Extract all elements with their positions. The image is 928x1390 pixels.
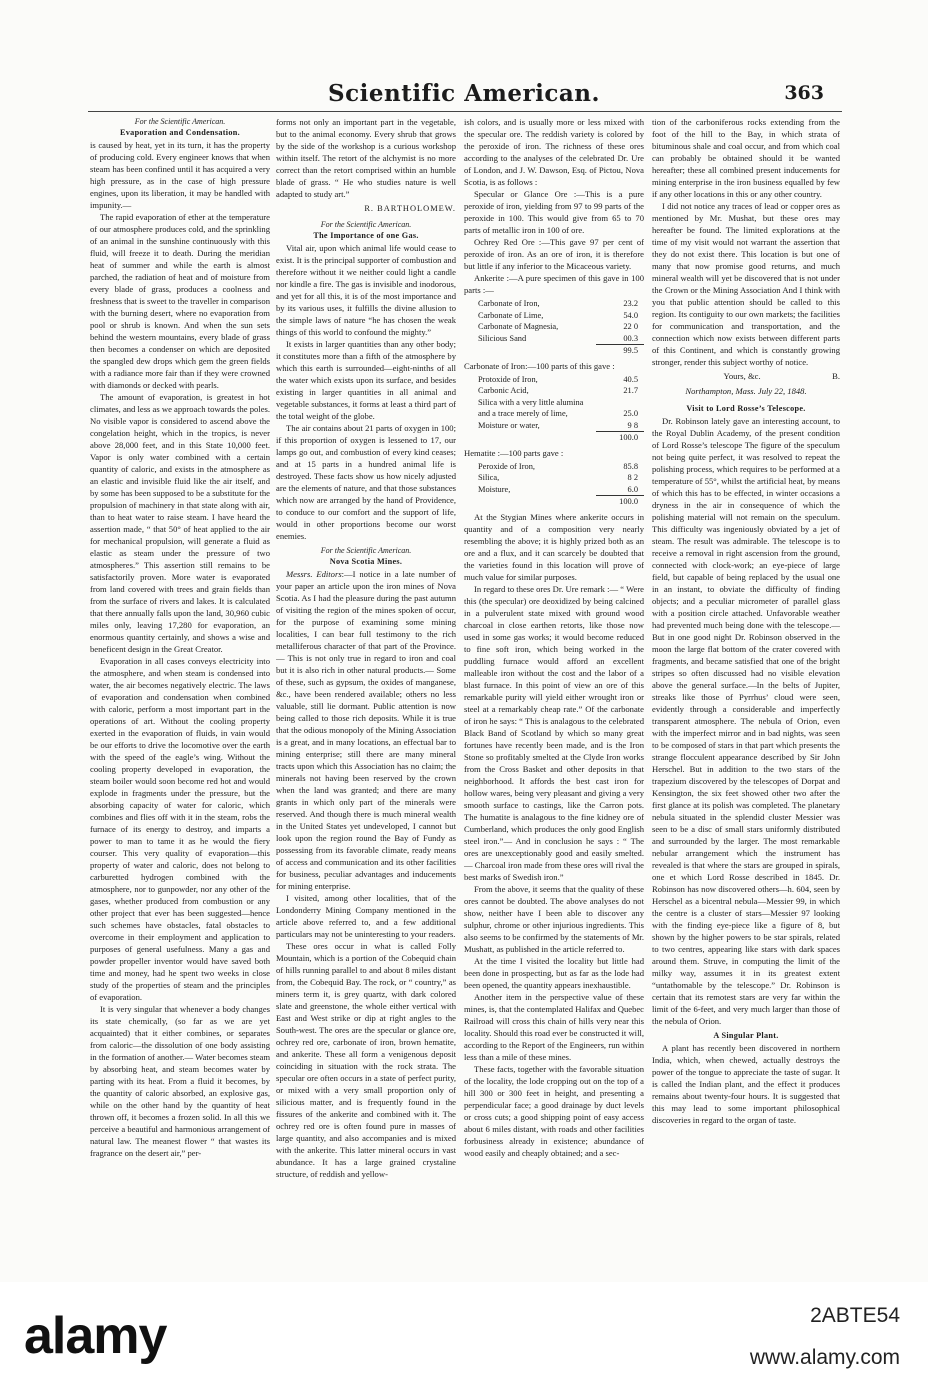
paragraph: I visited, among other localities, that of the Londonderry Mining Company mentioned in the article above referred to, and a few additional particulars may not be uninteresting to your readers.: [276, 893, 456, 939]
author-signature: R. BARTHOLOMEW.: [364, 204, 456, 213]
paragraph: These ores occur in what is called Folly Mountain, which is a portion of the Cobequid chain of hills running parallel to and about 8 miles distant from, the Cobequid Bay. The rock, or “ country,” as miners term it, is grey quartz, with dark colored slate and greenstone, the whole either vertical with East and West strike or dip at right angles to the South-west. The ores are the specular or glance ore, ochrey red ore, carbonate of iron, brown hematite, and ankerite. These all form a venigenous deposit coinciding in situation with the rock strata. The specular ore often occurs in a state of perfect purity, or mixed with a very small proportion only of silicious matter, and is frequently found in the fissures of the ankerite and combined with it. The ochrey red ore is often found pure in masses of large quantity, and also accompanies and is mixed with the ankerite. This latter mineral occurs in vast abundance. It has a large grained crystaline structure, of reddish and yellow-: [276, 941, 456, 1179]
paragraph: The rapid evaporation of ether at the temperature of our atmosphere produces cold, and the sprinkling of an animal in the sunshine continuously with this fluid, will freeze it to death. During the meridian heat of summer and while the earth is almost parched, the radiation of heat and of moisture from every blade of grass, produces a coolness and freshness that is sweet to the traveller in comparison with the burning desert, where no evaporation from pool or shrub is known. And when the sun sets behind the western mountains, every blade of grass then becomes a condenser on which are deposited the spangled dew drops which gem the green fields with a radiance more fair than if they were crowned with diamonds or decked with pearls.: [90, 212, 270, 390]
page-number: 363: [784, 82, 824, 104]
table-row: Carbonate of Iron, 23.2: [478, 299, 638, 308]
table-row: Peroxide of Iron, 85.8: [478, 461, 638, 471]
article-credit: For the Scientific American.: [134, 117, 226, 126]
paragraph: Specular or Glance Ore :—This is a pure peroxide of iron, yielding from 97 to 99 parts of the peroxide in 100. This would give from 65 to 70 parts of metallic iron in 100 of ore.: [464, 189, 644, 235]
article-credit: For the Scientific American.: [320, 220, 412, 229]
paragraph: Vital air, upon which animal life would cease to exist. It is the principal supporter of combustion and therefore without it we neither could light a candle nor kindle a fire. The gas is invisible and inodorous, and yet for all this, it is of the most importance and by its various uses, it fulfills the divine allusion to the simple laws of nature “he has chosen the weak things of this world to confound the mighty.”: [276, 243, 456, 337]
table-row: Carbonate of Lime, 54.0: [478, 310, 638, 320]
carbonate-table: [464, 374, 644, 444]
paragraph: Hematite :—100 parts gave :: [464, 447, 564, 458]
column-3: [464, 116, 644, 1266]
column-4: [652, 116, 840, 1266]
table-row: Silica, 8 2: [478, 473, 638, 482]
hematite-table: [464, 461, 644, 508]
table-row: Moisture or water, 9 8: [478, 420, 638, 430]
paragraph: It is very singular that whenever a body changes its state chemically, (so far as we are yet acquainted) that it either combines, or separates from caloric—the dissolution of one body assisting in the formation of another.— Water becomes steam by absorbing heat, and steam becomes water by parting with its heat. From a fluid it becomes, by the quantity of caloric absorbed, an explosive gas, while on the other hand by the quantity of heat thrown off, it becomes a frozen solid. In all this we perceive a beautiful and harmonious arrangement of natural law. The meanest flower “ that wastes its fragrance on the desert air,” per-: [90, 1004, 270, 1158]
table-row: Carbonic Acid, 21.7: [478, 386, 638, 395]
signoff-initial: B.: [832, 371, 840, 381]
paragraph: These facts, together with the favorable situation of the locality, the lode cropping out on the top of a hill 300 or 300 feet in height, and presenting a perpendicular face; a good drainage by duct levels or cross cuts; a good shipping point of easy access about 6 miles distant, with roads and other facilities forbusiness already in existence; abundance of wood easily and cheaply obtained; and a sec-: [464, 1063, 644, 1158]
paragraph-text: :—I notice in a late number of your paper an article upon the iron mines of Nova Scotia. As I had the pleasure during the past autumn of visiting the region of the mines spoken of occur, for the purpose of examining some mining localities, I can bear full testimony to the rich metalliferous character of that part of the Province.— This is not only true in regard to iron and coal but it is also rich in other natural products.— Some of these, such as gypsum, the oxides of manganese, &c., have been rendered available; others no less valuable, still lie dormant. Public attention is now being called to those rich deposits. While it is true that the odious monopoly of the Mining Association is a great, and in many locations, an effectual bar to mining enterprise; still there are many mineral tracts upon which this Association has no claim; the minerals not having been reserved by the crown when the land was granted; and there are many grants in which only part of the minerals were reserved. And though there is much mineral wealth in the United States yet undeveloped, I cannot but look upon the region round the Bay of Fundy as possessing from its favorable climate, ready means of access and communication and its other facilities for business, peculiar advantages and inducements for mining enterprise.: [276, 569, 456, 891]
paragraph: Carbonate of Iron:—100 parts of this gave :: [464, 360, 615, 371]
paragraph: From the above, it seems that the quality of these ores cannot be doubted. The above analyses do not show, neither have I been able to discover any sulphur, chrome or other injurious ingredients. This also seems to be confirmed by the statements of Mr. Mushatt, as published in the article referred to.: [464, 883, 644, 954]
table-row: Silica with a very little alumina: [478, 397, 584, 407]
article-credit: For the Scientific American.: [320, 546, 412, 555]
table-row: Protoxide of Iron, 40.5: [478, 374, 638, 384]
article-heading-evaporation: Evaporation and Condensation.: [120, 128, 240, 137]
column-1: [90, 116, 270, 1266]
article-heading-nova-scotia: Nova Scotia Mines.: [329, 557, 403, 566]
column-2: [276, 116, 456, 1266]
watermark-image-id: 2ABTE54: [810, 1304, 900, 1327]
signoff-yours: Yours, &c.: [723, 371, 761, 381]
paragraph: tion of the carboniferous rocks extending from the foot of the hill to the Bay, in which strata of bituminous shale and coal occur, and from which coal can probably be obtained should it be wanted hereafter; these all combined present inducements for mining enterprise in the iron business equalled by few if any other locations in this or any other country.: [652, 117, 840, 199]
paragraph: ish colors, and is usually more or less mixed with the specular ore. The reddish variety is colored by the peroxide of iron. The richness of these ores according to the analyses of the celebrated Dr. Ure of London, and J. W. Dawson, Esq. of Pictou, Nova Scotia, is as follows :: [464, 117, 644, 187]
watermark-url: www.alamy.com: [749, 1346, 900, 1369]
paragraph: The amount of evaporation, is greatest in hot climates, and less as we approach towards the poles. No visible vapor is considered to ascend above the congelation height, which in the tropics, is never above 28,000 feet, and in this State 10,000 feet. Vapor is only water combined with a certain quantity of caloric, and exists in the atmosphere as an elastic and invisible fluid like the air itself, and by some has been supposed to be a substitute for the propulsion of machinery in that state along with air, than to heat water to raise steam. I have heard the assertion made, “ that 50° of heat applied to the air for mechanical propulsion, will generate a fluid as elastic as steam under the pressure of two atmospheres.” This assertion still remains to be satisfactorily proven. More water is evaporated from land covered with trees and grain fields than from the surface of rivers and lakes. It is calculated that there annually falls upon the land, 30,960 cubic miles only, leaving 17,280 for evaporation, an enormous quantity certainly, and shows a wise and beneficent design in the Great Creator.: [90, 392, 270, 654]
paragraph: forms not only an important part in the vegetable, but to the animal economy. Every shrub that grows by the side of the workshop is a curious workshop within itself. The retort of the alchymist is no more correct than the retort comprised within an humble blade of grass. “ He who studies nature is well adapted to study art.”: [276, 117, 456, 199]
paragraph: Another item in the perspective value of these mines, is, that the contemplated Halifax and Quebec Railroad will cross this chain of hills very near this locality. Should this road ever be constructed it will, according to the Report of the Engineers, run within less than a mile of these mines.: [464, 991, 644, 1062]
dateline: Northampton, Mass. July 22, 1848.: [685, 386, 807, 396]
paragraph: It exists in larger quantities than any other body; it constitutes more than a fifth of the atmosphere by which this earth is surrounded—eight-ninths of all the water which exists upon its surface, and besides existing in larger quantities in all animal and vegetable substances, it forms at least a third part of the total weight of the globe.: [276, 339, 456, 421]
paragraph: [276, 568, 456, 892]
paragraph: is caused by heat, yet in its turn, it has the property of producing cold. Every engineer knows that when steam has been confined until it has acquired a very high pressure, as in the case of high pressure engines, upon its liberation, it may be handled with impunity.—: [90, 140, 270, 210]
paragraph: In regard to these ores Dr. Ure remark :— “ Were this (the specular) ore deoxidized by being calcined in a pulverulent state mixed with ground wood charcoal in close earthen retorts, like those now used in some gas works; it would become reduced to fine soft iron, which being worked in the puddling furnace would afford an excellent malleable iron without the cost and the labor of a blast furnace. In this point of view an ore of this remarkable purity will yield either wrought iron or steel at a remarkably cheap rate.” Of the carbonate of iron he says: “ This is analagous to the celebrated Black Band of Scotland by which so many great fortunes have recently been made, and is the Iron Stone so profitably smelted at the Clyde Iron works from the Cross Basket and other deposits in that neighborhood. It affords the best cast iron for hollow wares, being very pleasant and giving a very smooth surface to castings, like the Carron pots. The humatite is analagous to the fine kidney ore of Cumberland, which produces the only good English steel iron.”— And in conclusion he says : “ The ores are unexceptionably good and easily smelted.— Charcoal iron made from these ores will rival the best marks of Swedish iron.”: [464, 583, 644, 882]
paragraph: A plant has recently been discovered in northern India, which, when chewed, actually destroys the power of the tongue to appreciate the taste of sugar. It is called the Indian plant, and the effect it produces remains about twenty-four hours. It is suggested that this may lead to some important philosophical discoveries in regard to the organ of taste.: [652, 1043, 840, 1125]
paragraph: Ochrey Red Ore :—This gave 97 per cent of peroxide of iron. As an ore of iron, it is therefore but little if any inferior to the Micaceous variety.: [464, 237, 644, 271]
letter-signoff: [652, 370, 840, 382]
table-row: Moisture, 6.0: [478, 484, 638, 494]
table-total-row: 100.0: [464, 496, 644, 508]
watermark-logo: alamy: [24, 1307, 167, 1365]
table-total-row: 99.5: [464, 345, 644, 357]
table-row: Carbonate of Magnesia, 22 0: [478, 322, 638, 331]
paragraph: Dr. Robinson lately gave an interesting account, to the Royal Dublin Academy, of the present condition of Lord Rosse’s telescope The figure of the speculum not being quite perfect, it was resolved to repeat the polishing process, which requires to be performed at a temperature of 55°, whilst the artificial heat, by means of which this has to be effected, in winter occasions a dryness in the air in consequence of which the polishing material will not remain on the speculum. This difficulty was ingeniously obviated by a jet of steam. The result was admirable. The telescope is to receive a removal in right ascension from the ground, connected with clock-work; an eye-piece of large field, but capable of being replaced by the usual one in an instant, to obviate the difficulty of finding objects; and a peculiar micrometer of parallel glass with a position circle attached. Unfavorable weather had prevented much being done with the telescope.—But in one good night Dr. Robinson observed in the moon the large flat bottom of the crater covered with fragments, and became satisfied that one of the bright stripes so often discussed had no visible elevation above the general surface.—In the belts of Jupiter, streaks like those of Pyrrhus’ cloud were seen, evidently through a considerable and imperfectly transparent atmosphere. The nebula of Orion, even with the imperfect mirror and in bad nights, was seen to be composed of stars in that part which presents the strange flocculent appearance described by Sir John Herschel. But in addition to the two stars of the trapezium discovered by the telescopes of Dorpat and Kensington, the six feet showed other two after the first glance at its polish was completed. The planetary nebula situated in the splendid cluster Messier was seen to be a disc of small stars uniformly distributed and surrounded by the larger. The most remarkable nebular arrangement which the instrument has revealed is that where the stars are grouped in spirals, one et which Lord Rosse described in 1845. Dr. Robinson has now discovered others—h. 604, seen by Herschel as a bicentral nebula—Messier 99, in which the centre is a cluster of stars—Messier 97 looking with the finding eye-piece like a figure of 8, but shown by the higher powers to be star spirals, related to two centres, appearing like stars with dark spaces around them. Struve, in computing the limit of the milky way, assumes it in its greatest extent “untathomable by the telescope.” Dr. Robinson is certain that its remotest stars are very far within the limit of the 6-feet, and very much larger than those of the nebula of Orion.: [652, 416, 840, 1026]
paragraph: At the Stygian Mines where ankerite occurs in quantity and of a composition very nearly resembling the above; it is highly prized both as an ore and a flux, and it can scarcely be doubted that the varieties found in this location will prove of much value for similar purposes.: [464, 511, 644, 582]
paragraph: I did not notice any traces of lead or copper ores as mentioned by Mr. Mushat, but these ores may hereafter be found. The limited explorations at the time of my visit would not warrant the assertion that they do not exist there. This location is but one of many that now promise good returns, and much mineral wealth will yet be discovered that is not under the Crown or the Mining Association And I think with you that public attention should be called to this region. Its contiguity to our own markets; the facilities for communication and transportation, and the connection which now exists between different parts of this Continent, and which is constantly growing stronger, render this subject worthy of notice.: [652, 201, 840, 367]
article-heading-plant: A Singular Plant.: [713, 1031, 779, 1040]
paragraph: The air contains about 21 parts of oxygen in 100; if this proportion of oxygen is lessened to 17, our lamps go out, and combustion of every kind ceases; and at 15 parts in a hundred animal life is destroyed. These facts show us how nicely adjusted are the elements of nature, and that those substances which now are arranged by the hand of Providence, to conduce to our comfort and the support of life, would in other proportions become our worst enemies.: [276, 423, 456, 541]
header-rule: [88, 111, 842, 112]
ankerite-table: [464, 298, 644, 357]
salutation: Messrs. Editors: [286, 569, 342, 579]
article-heading-telescope: Visit to Lord Rosse’s Telescope.: [686, 404, 806, 413]
table-row: and a trace merely of lime, 25.0: [478, 409, 638, 418]
article-heading-gas: The Importance of one Gas.: [313, 231, 419, 240]
paragraph: Ankerite :—A pure specimen of this gave in 100 parts :—: [464, 273, 644, 295]
page-title: Scientific American.: [327, 80, 601, 107]
table-row: Silicious Sand 00.3: [478, 333, 638, 343]
paragraph: Evaporation in all cases conveys electricity into the atmosphere, and when steam is condensed into water, the air becomes negatively electric. The laws of evaporation and condensation when combined with caloric, perform a most important part in the operations of art. Without the cooling property exerted in the evaporation of fluids, in vain would be our efforts to drive the locomotive over the earth with the speed of the eagle’s wing. Without the cooling property developed in evaporation, the steam boiler would soon become red hot and would explode in fragments under the pressure, but the absorbing capacity of water for caloric, which combines and flies off with it in the steam, robs the furnace of its energy to destroy, and imparts a power to man to tame it as he would the fiery courser. This very quality of evaporation—this property of water and caloric, does not belong to carburetted hydrogen combined with the atmosphere, nor to gunpowder, nor any other of the gases, whether produced from combustion or any other project that ever has been suggested—hence such schemes have obstacles, fatal obstacles to overcome in their employment and application to purposes of general usefulness. Many a gas and powder propeller inventor would have saved both time and money, had he spent two weeks in close study of the properties of steam and the principles of evaporation.: [90, 656, 270, 1002]
masthead: [0, 80, 928, 110]
table-total-row: 100.0: [464, 432, 644, 444]
paragraph: At the time I visited the locality but little had been done in prospecting, but as far as the lode had been opened, the quantity appears inexhaustible.: [464, 955, 644, 990]
